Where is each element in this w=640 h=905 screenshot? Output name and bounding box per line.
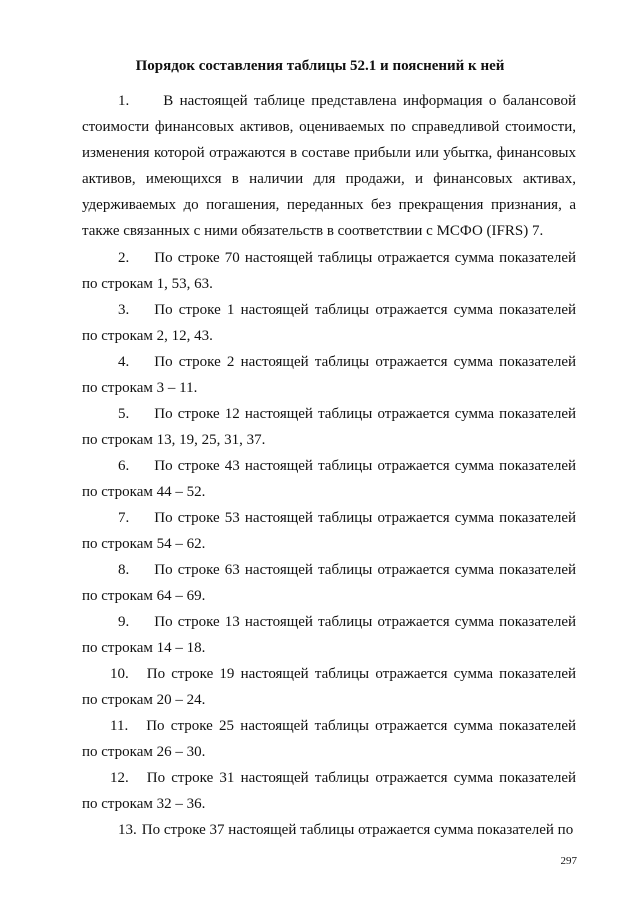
paragraph-number: 6. <box>118 458 130 474</box>
paragraph-1 <box>82 88 576 244</box>
paragraph-number: 9. <box>118 614 130 630</box>
paragraph-2 <box>82 245 576 297</box>
paragraph-text: По строке 43 настоящей таблицы отражается сумма показателей по строкам 44 – 52. <box>82 458 576 500</box>
paragraph-number: 12. <box>110 770 129 786</box>
paragraph-number: 1. <box>118 93 130 109</box>
paragraph-number: 2. <box>118 250 130 266</box>
paragraph-number: 4. <box>118 354 130 370</box>
paragraph-7 <box>82 505 576 557</box>
paragraph-number: 10. <box>110 666 129 682</box>
paragraph-text: По строке 53 настоящей таблицы отражается сумма показателей по строкам 54 – 62. <box>82 510 576 552</box>
paragraph-text: По строке 25 настоящей таблицы отражается сумма показателей по строкам 26 – 30. <box>82 718 576 760</box>
paragraph-number: 7. <box>118 510 130 526</box>
paragraph-text: По строке 70 настоящей таблицы отражается сумма показателей по строкам 1, 53, 63. <box>82 250 576 292</box>
paragraph-text: По строке 37 настоящей таблицы отражается сумма показателей по <box>141 822 574 838</box>
paragraph-number: 8. <box>118 562 130 578</box>
paragraph-8 <box>82 557 576 609</box>
paragraph-5 <box>82 401 576 453</box>
paragraph-13 <box>82 817 576 843</box>
page-number: 297 <box>560 855 577 867</box>
paragraph-text: По строке 31 настоящей таблицы отражается сумма показателей по строкам 32 – 36. <box>82 770 576 812</box>
paragraph-text: В настоящей таблице представлена информация о балансовой стоимости финансовых активов, оцениваемых по справедливой стоимости, изменения которой отражаются в составе прибыли или убытка, финансовых активов, имеющихся в наличии для продажи, и финансовых активах, удерживаемых до погашения, переданных без прекращения признания, а также связанных с ними обязательств в соответствии с МСФО (IFRS) 7. <box>82 93 576 239</box>
paragraph-text: По строке 13 настоящей таблицы отражается сумма показателей по строкам 14 – 18. <box>82 614 576 656</box>
paragraph-text: По строке 1 настоящей таблицы отражается сумма показателей по строкам 2, 12, 43. <box>82 302 576 344</box>
paragraph-11 <box>82 713 576 765</box>
page-title: Порядок составления таблицы 52.1 и пояснений к ней <box>135 58 505 74</box>
paragraph-3 <box>82 297 576 349</box>
paragraph-text: По строке 63 настоящей таблицы отражается сумма показателей по строкам 64 – 69. <box>82 562 576 604</box>
paragraph-text: По строке 19 настоящей таблицы отражается сумма показателей по строкам 20 – 24. <box>82 666 576 708</box>
paragraph-10 <box>82 661 576 713</box>
paragraph-number: 3. <box>118 302 130 318</box>
paragraph-number: 11. <box>110 718 129 734</box>
paragraph-4 <box>82 349 576 401</box>
paragraph-6 <box>82 453 576 505</box>
paragraph-9 <box>82 609 576 661</box>
paragraph-12 <box>82 765 576 817</box>
paragraph-number: 13. <box>118 822 137 838</box>
paragraph-text: По строке 12 настоящей таблицы отражается сумма показателей по строкам 13, 19, 25, 31, 37. <box>82 406 576 448</box>
paragraph-number: 5. <box>118 406 130 422</box>
paragraph-text: По строке 2 настоящей таблицы отражается сумма показателей по строкам 3 – 11. <box>82 354 576 396</box>
